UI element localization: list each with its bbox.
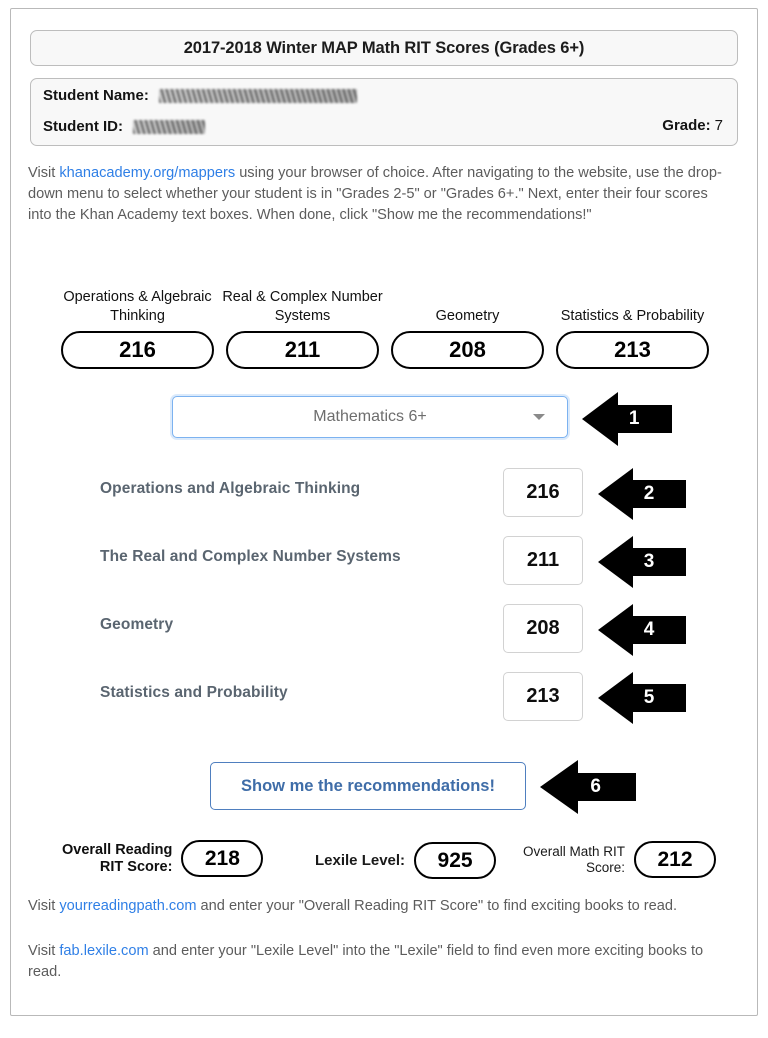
grade-row	[662, 117, 723, 134]
fab-lexile-link[interactable]: fab.lexile.com	[59, 943, 149, 959]
map-score-label: Statistics & Probability	[560, 308, 705, 324]
overall-math-rit-score	[523, 841, 716, 878]
callout-arrow-1	[582, 390, 672, 448]
map-score-label: Real & Complex Number Systems	[222, 289, 383, 324]
ka-score-label: Operations and Algebraic Thinking	[100, 480, 361, 497]
student-name-row	[43, 87, 357, 104]
callout-arrow-2	[598, 466, 686, 522]
map-score-label: Operations & Algebraic Thinking	[63, 289, 212, 324]
overall-math-rit-score-value: 212	[634, 841, 716, 878]
student-name-redacted-value	[159, 89, 357, 103]
ka-score-row	[100, 534, 610, 602]
overall-reading-label-line1: Overall Reading	[62, 841, 173, 858]
grade-value: 7	[714, 117, 723, 134]
instructions-paragraph	[28, 163, 728, 226]
student-name-label: Student Name:	[43, 87, 149, 104]
ka-score-input[interactable]: 211	[503, 536, 583, 585]
reading-path-instructions	[28, 896, 728, 917]
ka-score-label: The Real and Complex Number Systems	[100, 548, 401, 565]
callout-arrow-2-number: 2	[643, 483, 655, 504]
ka-score-label: Geometry	[100, 616, 174, 633]
overall-math-label-line1: Overall Math RIT	[523, 843, 626, 859]
overall-reading-rit-score-label	[62, 842, 172, 876]
grade-band-dropdown-value: Mathematics 6+	[313, 408, 427, 425]
map-score-column	[550, 284, 715, 369]
callout-arrow-5	[598, 670, 686, 726]
show-recommendations-button-label: Show me the recommendations!	[241, 776, 495, 795]
ka-score-row	[100, 602, 610, 670]
callout-arrow-1-number: 1	[628, 408, 640, 429]
ka-score-row	[100, 670, 610, 738]
khan-academy-score-entry	[100, 466, 610, 738]
map-score-value: 208	[391, 331, 544, 369]
overall-reading-rit-score	[62, 840, 263, 877]
lexile-level	[315, 842, 496, 879]
lexile-level-label: Lexile Level:	[315, 852, 406, 869]
callout-arrow-4	[598, 602, 686, 658]
footer-p1-body: and enter your "Overall Reading RIT Score" to find exciting books to read.	[196, 898, 678, 914]
grade-label: Grade:	[662, 117, 711, 134]
footer-p2-body: and enter your "Lexile Level" into the "Lexile" field to find even more exciting books to read.	[28, 943, 704, 980]
student-id-row	[43, 118, 205, 135]
footer-p2-prefix: Visit	[28, 943, 60, 959]
map-score-column	[220, 284, 385, 369]
map-score-column	[385, 284, 550, 369]
overall-math-label-line2: Score:	[586, 859, 626, 875]
bottom-scores-row	[30, 836, 738, 886]
ka-score-input[interactable]: 213	[503, 672, 583, 721]
map-score-column	[55, 284, 220, 369]
ka-score-label: Statistics and Probability	[100, 684, 288, 701]
callout-arrow-4-number: 4	[643, 619, 655, 640]
ka-score-row	[100, 466, 610, 534]
overall-reading-rit-score-value: 218	[181, 840, 263, 877]
callout-arrow-5-number: 5	[643, 687, 655, 708]
callout-arrow-6	[540, 758, 636, 816]
lexile-level-value: 925	[414, 842, 496, 879]
instructions-prefix: Visit	[28, 165, 60, 181]
map-score-value: 216	[61, 331, 214, 369]
callout-arrow-3	[598, 534, 686, 590]
map-score-value: 213	[556, 331, 709, 369]
ka-score-input[interactable]: 208	[503, 604, 583, 653]
show-recommendations-button[interactable]	[210, 762, 526, 810]
student-id-label: Student ID:	[43, 118, 123, 135]
khanacademy-link[interactable]: khanacademy.org/mappers	[59, 165, 236, 181]
grade-band-dropdown[interactable]	[172, 396, 568, 438]
chevron-down-icon	[533, 414, 545, 420]
callout-arrow-6-number: 6	[590, 776, 601, 797]
instructions-body: using your browser of choice. After navigating to the website, use the drop-down menu to select whether your student is in "Grades 2-5" or "Grades 6+." Next, enter their four scores into the Khan Academy text boxes. When done, click "Show me the recommendations!"	[28, 165, 722, 223]
ka-score-input[interactable]: 216	[503, 468, 583, 517]
map-score-label: Geometry	[435, 308, 500, 324]
yourreadingpath-link[interactable]: yourreadingpath.com	[59, 898, 197, 914]
map-score-value: 211	[226, 331, 379, 369]
footer-p1-prefix: Visit	[28, 898, 60, 914]
student-id-redacted-value	[133, 120, 205, 134]
callout-arrow-3-number: 3	[643, 551, 655, 572]
lexile-instructions	[28, 941, 728, 983]
overall-math-rit-score-label	[523, 844, 625, 876]
student-info-box	[30, 78, 738, 146]
document-title-box	[30, 30, 738, 66]
map-score-columns	[55, 284, 715, 369]
overall-reading-label-line2: RIT Score:	[99, 858, 173, 875]
page-title: 2017-2018 Winter MAP Math RIT Scores (Grades 6+)	[183, 38, 585, 57]
